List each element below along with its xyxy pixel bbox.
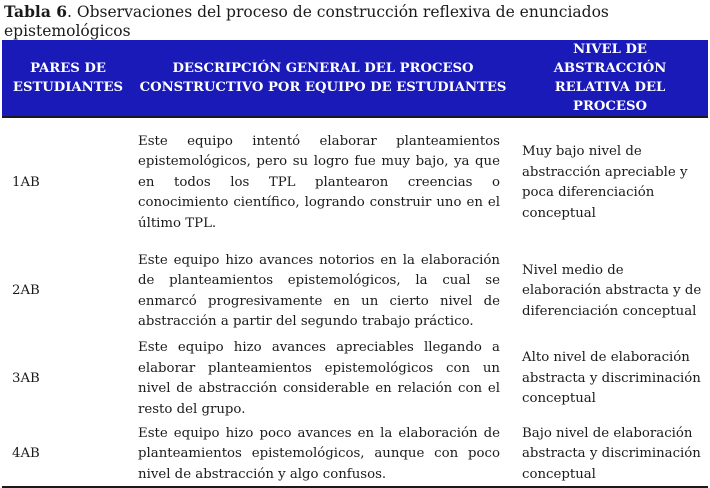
level-cell: Bajo nivel de elaboración abstracta y discriminación conceptual	[512, 423, 708, 487]
description-cell: Este equipo hizo avances apreciables llegando a elaborar planteamientos epistemológicos con un nivel de abstracción considerable en relación con el resto del grupo.	[138, 340, 500, 417]
level-cell: Muy bajo nivel de abstracción apreciable y poca diferenciación conceptual	[522, 144, 688, 221]
level-cell: Nivel medio de elaboración abstracta y de diferenciación conceptual	[522, 262, 702, 319]
table-row	[2, 335, 708, 423]
header-description: DESCRIPCIÓN GENERAL DEL PROCESO CONSTRUCTIVO POR EQUIPO DE ESTUDIANTES	[134, 40, 512, 117]
caption-line-1	[4, 2, 706, 41]
pair-cell: 3AB	[12, 370, 40, 386]
header-row	[2, 40, 708, 117]
table-row	[2, 117, 708, 248]
table-row	[2, 423, 708, 487]
description-cell: Este equipo intentó elaborar planteamientos epistemológicos, pero su logro fue muy bajo, ya que en todos los TPL plantearon creencias o conocimiento científico, logrando construir uno en el último TPL.	[138, 133, 500, 231]
pair-cell: 4AB	[2, 423, 134, 487]
header-pairs: PARES DE ESTUDIANTES	[2, 40, 134, 117]
observations-table	[2, 40, 708, 488]
description-cell: Este equipo hizo poco avances en la elaboración de planteamientos epistemológicos, aunque con poco nivel de abstracción y algo confusos.	[134, 423, 512, 487]
level-cell: Alto nivel de elaboración abstracta y discriminación conceptual	[522, 350, 701, 407]
pair-cell: 1AB	[12, 174, 40, 190]
caption-text-1: . Observaciones del proceso de construcción reflexiva de enunciados epistemológicos	[4, 3, 609, 40]
description-cell: Este equipo hizo avances notorios en la elaboración de planteamientos epistemológicos, la cual se enmarcó progresivamente en un cierto nivel de abstracción a partir del segundo trabajo práctico.	[138, 252, 500, 329]
header-level: NIVEL DE ABSTRACCIÓN RELATIVA DEL PROCESO	[512, 40, 708, 117]
table-row	[2, 248, 708, 335]
pair-cell: 2AB	[12, 283, 40, 299]
caption-label: Tabla 6	[4, 2, 68, 21]
